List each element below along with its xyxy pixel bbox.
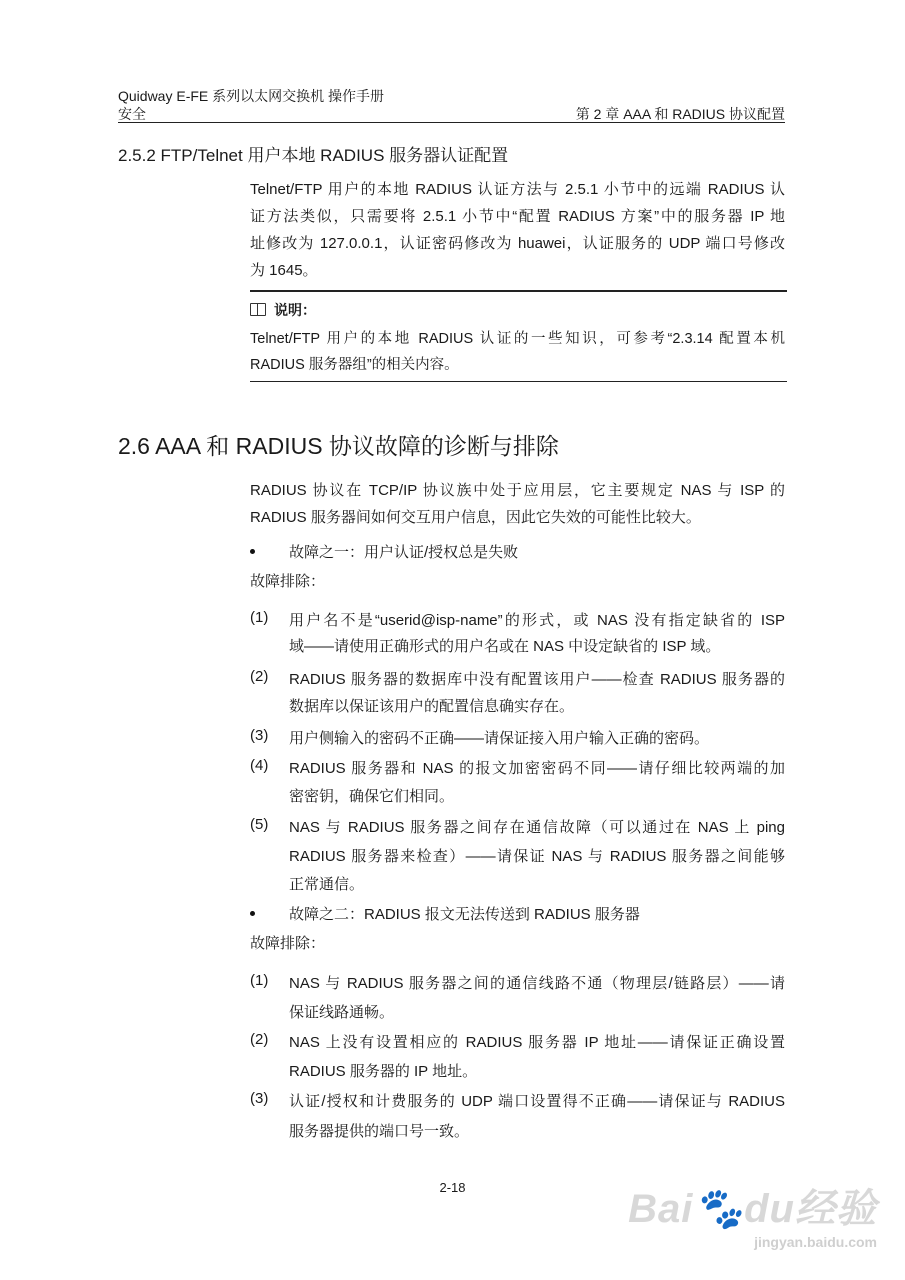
- note-header: [250, 300, 316, 320]
- note-line: RADIUS 服务器组”的相关内容。: [250, 357, 459, 373]
- item-number: (3): [250, 1090, 269, 1107]
- item-number: (3): [250, 727, 269, 744]
- paragraph-line: 为 1645。: [250, 262, 318, 279]
- bullet-icon: [250, 549, 255, 554]
- item-line: 服务器提供的端口号一致。: [289, 1123, 470, 1140]
- item-number: (4): [250, 757, 269, 774]
- item-line: RADIUS 服务器和 NAS 的报文加密密码不同——请仔细比较两端的加: [289, 760, 785, 777]
- item-line: NAS 与 RADIUS 服务器之间的通信线路不通（物理层/链路层）——请: [289, 975, 785, 992]
- bullet-icon: [250, 911, 255, 916]
- watermark-logo: Bai🐾du经验 jingyan.baidu.com: [628, 1187, 877, 1250]
- intro-line: RADIUS 协议在 TCP/IP 协议族中处于应用层，它主要规定 NAS 与 ISP 的: [250, 482, 785, 499]
- item-line: 域——请使用正确形式的用户名或在 NAS 中设定缺省的 ISP 域。: [289, 638, 721, 655]
- page-number: 2-18: [439, 1180, 466, 1195]
- intro-line: RADIUS 服务器间如何交互用户信息，因此它失效的可能性比较大。: [250, 509, 701, 526]
- fault-title: 故障之二：RADIUS 报文无法传送到 RADIUS 服务器: [289, 906, 640, 923]
- item-number: (5): [250, 816, 269, 833]
- item-line: RADIUS 服务器的 IP 地址。: [289, 1063, 478, 1080]
- troubleshoot-label: 故障排除：: [250, 573, 326, 590]
- header-manual-title: Quidway E-FE 系列以太网交换机 操作手册: [118, 88, 385, 104]
- section-heading-2-5-2: 2.5.2 FTP/Telnet 用户本地 RADIUS 服务器认证配置: [118, 146, 509, 165]
- paragraph-line: 址修改为 127.0.0.1，认证密码修改为 huawei，认证服务的 UDP 端口号修改: [250, 235, 785, 252]
- book-icon: [250, 303, 266, 316]
- fault-title: 故障之一：用户认证/授权总是失败: [289, 544, 519, 561]
- item-line: 用户侧输入的密码不正确——请保证接入用户输入正确的密码。: [289, 730, 710, 747]
- item-line: 正常通信。: [289, 876, 365, 893]
- note-top-rule: [250, 290, 787, 292]
- paragraph-line: Telnet/FTP 用户的本地 RADIUS 认证方法与 2.5.1 小节中的远端 RADIUS 认: [250, 181, 785, 198]
- section-heading-2-6: 2.6 AAA 和 RADIUS 协议故障的诊断与排除: [118, 433, 559, 459]
- item-line: 数据库以保证该用户的配置信息确实存在。: [289, 698, 575, 715]
- item-line: 用户名不是“userid@isp-name”的形式，或 NAS 没有指定缺省的 ISP: [289, 612, 785, 629]
- item-line: NAS 与 RADIUS 服务器之间存在通信故障（可以通过在 NAS 上 ping: [289, 819, 785, 836]
- item-line: NAS 上没有设置相应的 RADIUS 服务器 IP 地址——请保证正确设置: [289, 1034, 785, 1051]
- header-section: 安全: [118, 106, 146, 122]
- header-chapter: 第 2 章 AAA 和 RADIUS 协议配置: [575, 106, 785, 122]
- note-bottom-rule: [250, 381, 787, 382]
- item-number: (2): [250, 1031, 269, 1048]
- troubleshoot-label: 故障排除：: [250, 935, 326, 952]
- item-line: 密密钥，确保它们相同。: [289, 788, 455, 805]
- item-number: (2): [250, 668, 269, 685]
- header-rule: [118, 122, 785, 123]
- paragraph-line: 证方法类似，只需要将 2.5.1 小节中“配置 RADIUS 方案”中的服务器 IP 地: [250, 208, 785, 225]
- item-line: 保证线路通畅。: [289, 1004, 395, 1021]
- item-line: RADIUS 服务器的数据库中没有配置该用户——检查 RADIUS 服务器的: [289, 671, 785, 688]
- item-line: RADIUS 服务器来检查）——请保证 NAS 与 RADIUS 服务器之间能够: [289, 848, 785, 865]
- note-label: 说明：: [274, 302, 316, 318]
- item-line: 认证/授权和计费服务的 UDP 端口设置得不正确——请保证与 RADIUS: [289, 1093, 785, 1110]
- item-number: (1): [250, 972, 269, 989]
- item-number: (1): [250, 609, 269, 626]
- note-line: Telnet/FTP 用户的本地 RADIUS 认证的一些知识，可参考“2.3.14 配置本机: [250, 331, 785, 347]
